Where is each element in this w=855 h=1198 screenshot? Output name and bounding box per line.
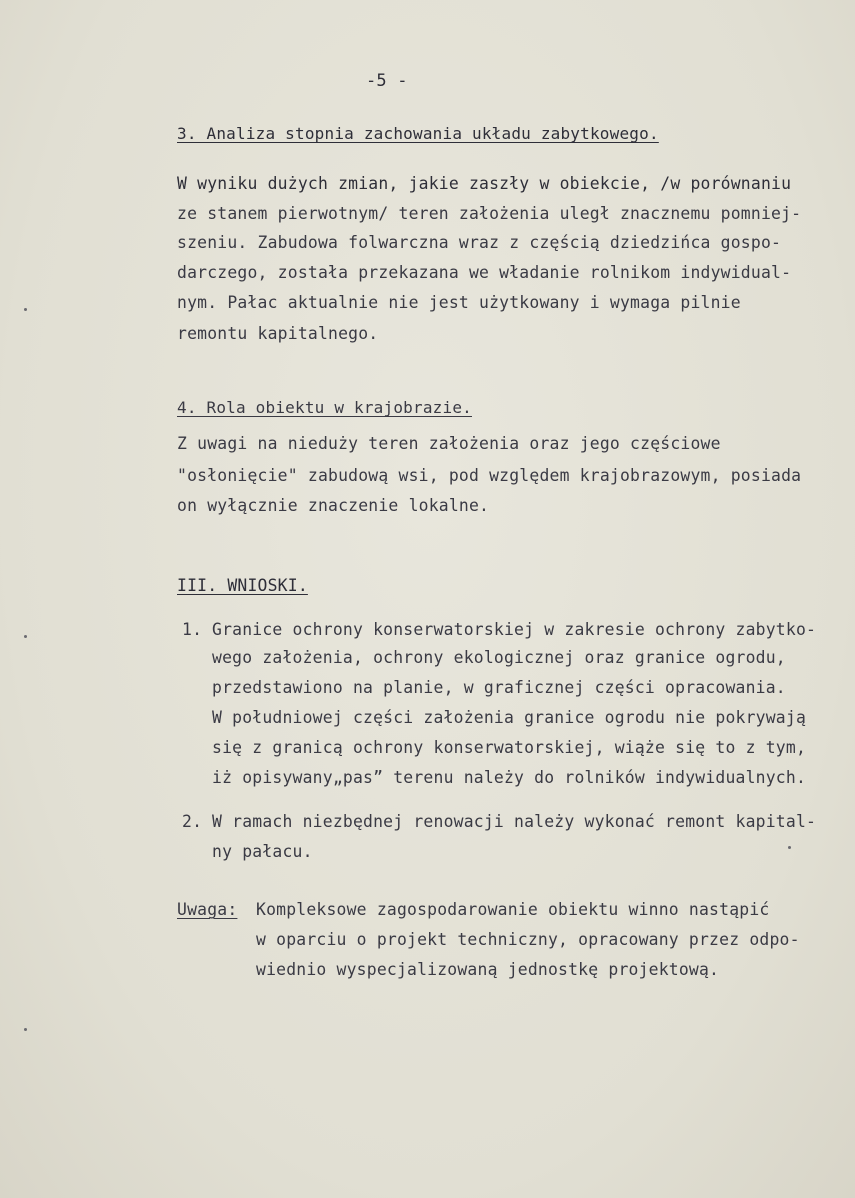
section3-line: szeniu. Zabudowa folwarczna wraz z częścią dziedzińca gospo-	[177, 233, 782, 252]
paper-speck	[788, 846, 791, 849]
note-line: wiednio wyspecjalizowaną jednostkę projektową.	[256, 960, 720, 979]
list-item-number: 2.	[182, 812, 203, 831]
item1-line: Granice ochrony konserwatorskiej w zakresie ochrony zabytko-	[212, 620, 817, 639]
item2-line: ny pałacu.	[212, 842, 313, 861]
section3-heading: 3. Analiza stopnia zachowania układu zabytkowego.	[177, 124, 659, 143]
note-line: w oparciu o projekt techniczny, opracowany przez odpo-	[256, 930, 800, 949]
note-line: Kompleksowe zagospodarowanie obiektu winno nastąpić	[256, 900, 770, 919]
paper-speck	[24, 308, 27, 311]
section3-line: nym. Pałac aktualnie nie jest użytkowany i wymaga pilnie	[177, 293, 741, 312]
list-item-number: 1.	[182, 620, 203, 639]
section3-line: darczego, została przekazana we władanie rolnikom indywidual-	[177, 263, 792, 282]
paper-speck	[24, 1028, 27, 1031]
item2-line: W ramach niezbędnej renowacji należy wykonać remont kapital-	[212, 812, 817, 831]
section3-line: ze stanem pierwotnym/ teren założenia uległ znacznemu pomniej-	[177, 204, 802, 223]
section3-line: remontu kapitalnego.	[177, 324, 379, 343]
section4-line: "osłonięcie" zabudową wsi, pod względem krajobrazowym, posiada	[177, 466, 802, 485]
note-label: Uwaga:	[177, 900, 238, 919]
section4-heading: 4. Rola obiektu w krajobrazie.	[177, 398, 472, 417]
conclusions-heading: III. WNIOSKI.	[177, 576, 308, 595]
item1-line: przedstawiono na planie, w graficznej części opracowania.	[212, 678, 786, 697]
item1-line: W południowej części założenia granice ogrodu nie pokrywają	[212, 708, 807, 727]
item1-line: iż opisywany„pas” terenu należy do rolników indywidualnych.	[212, 768, 807, 787]
paper-speck	[24, 635, 27, 638]
page-number: -5 -	[366, 71, 408, 91]
section3-line: W wyniku dużych zmian, jakie zaszły w obiekcie, /w porównaniu	[177, 174, 792, 193]
section4-line: on wyłącznie znaczenie lokalne.	[177, 496, 490, 515]
item1-line: się z granicą ochrony konserwatorskiej, wiąże się to z tym,	[212, 738, 807, 757]
section4-line: Z uwagi na nieduży teren założenia oraz jego częściowe	[177, 434, 721, 453]
item1-line: wego założenia, ochrony ekologicznej oraz granice ogrodu,	[212, 648, 786, 667]
